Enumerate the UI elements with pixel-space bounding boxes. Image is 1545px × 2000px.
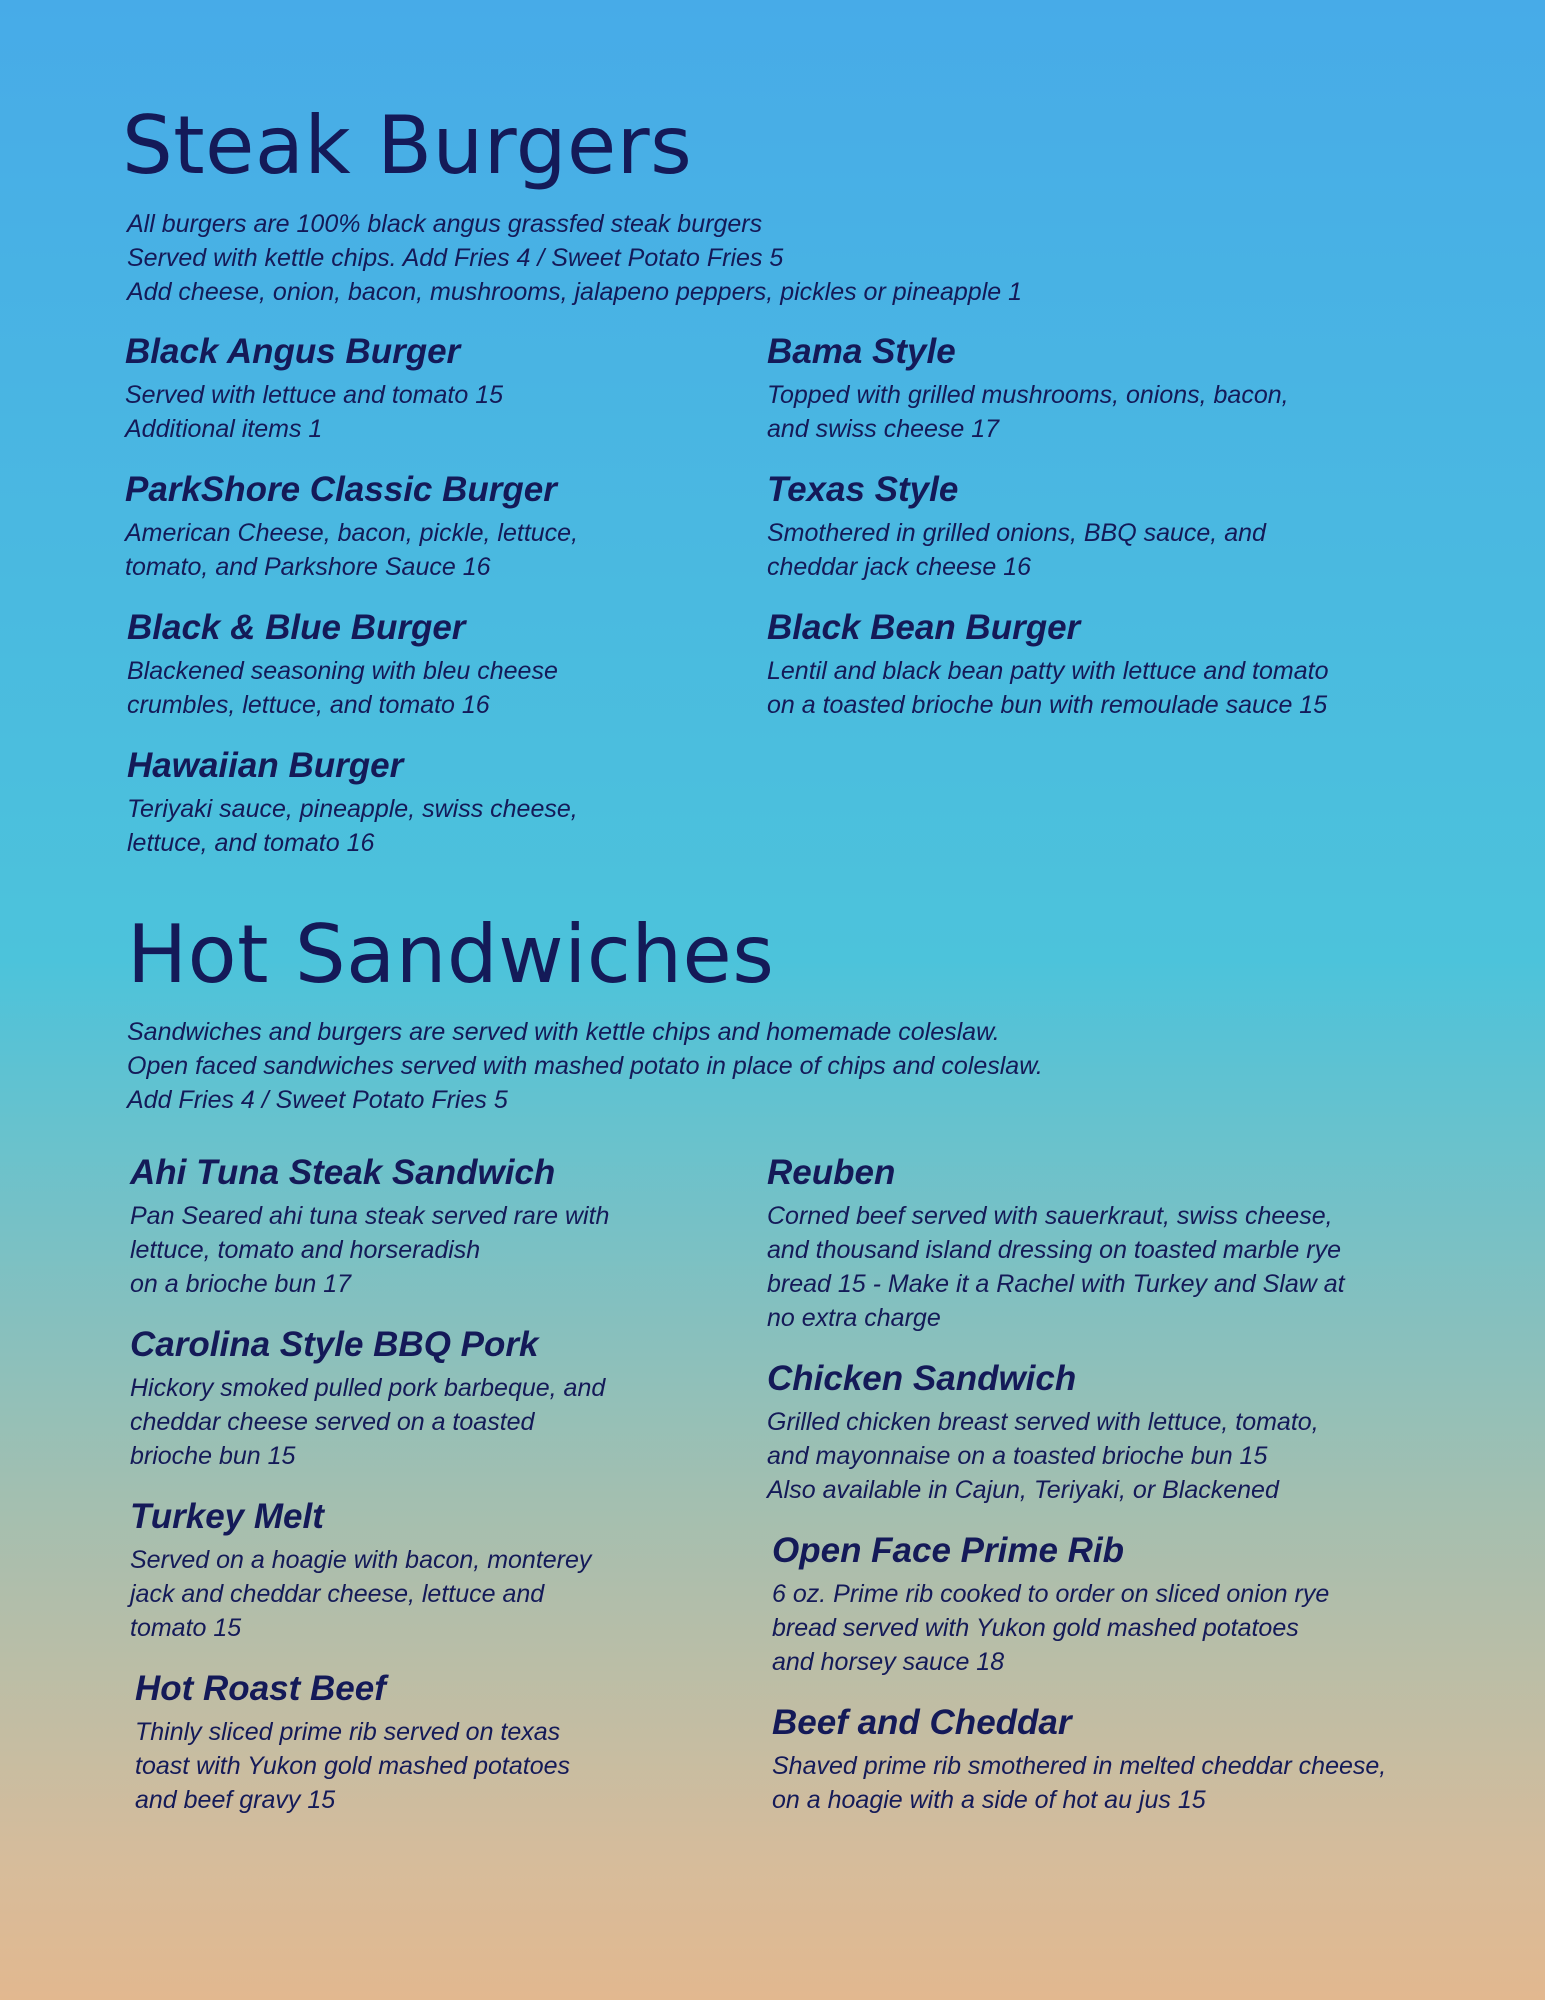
hot-sandwiches-intro — [127, 1015, 1043, 1117]
menu-item-black-and-blue-burger — [127, 607, 558, 722]
intro-line: Sandwiches and burgers are served with kettle chips and homemade coleslaw. — [127, 1018, 1000, 1046]
menu-item-parkshore-classic-burger — [125, 469, 578, 584]
item-name: Black Bean Burger — [767, 608, 1081, 647]
item-description: American Cheese, bacon, pickle, lettuce, — [125, 519, 579, 547]
item-name: Turkey Melt — [130, 1497, 324, 1536]
intro-line: Open faced sandwiches served with mashed potato in place of chips and coleslaw. — [127, 1052, 1043, 1080]
intro-line: Add Fries 4 / Sweet Potato Fries 5 — [127, 1086, 508, 1114]
item-description: lettuce, and tomato 16 — [127, 829, 375, 857]
item-description: and horsey sauce 18 — [772, 1648, 1005, 1676]
item-name: Hawaiian Burger — [127, 746, 404, 785]
menu-item-reuben — [767, 1152, 1345, 1335]
menu-item-turkey-melt — [130, 1496, 591, 1645]
item-name: Black & Blue Burger — [127, 608, 466, 647]
menu-item-bama-style — [767, 331, 1289, 446]
item-description: and thousand island dressing on toasted marble rye — [767, 1236, 1341, 1264]
item-description: Corned beef served with sauerkraut, swiss cheese, — [767, 1202, 1333, 1230]
item-description: Teriyaki sauce, pineapple, swiss cheese, — [127, 795, 578, 823]
item-name: Hot Roast Beef — [135, 1669, 386, 1708]
item-name: Beef and Cheddar — [772, 1703, 1072, 1742]
item-description: Shaved prime rib smothered in melted cheddar cheese, — [772, 1752, 1387, 1780]
item-description: on a hoagie with a side of hot au jus 15 — [772, 1786, 1206, 1814]
item-description: jack and cheddar cheese, lettuce and — [130, 1580, 545, 1608]
menu-item-hawaiian-burger — [127, 745, 578, 860]
item-description: Topped with grilled mushrooms, onions, bacon, — [767, 381, 1289, 409]
item-description: tomato, and Parkshore Sauce 16 — [125, 553, 491, 581]
item-description: and swiss cheese 17 — [767, 415, 1000, 443]
menu-item-beef-and-cheddar — [772, 1702, 1386, 1817]
menu-item-black-bean-burger — [767, 607, 1328, 722]
item-description: on a toasted brioche bun with remoulade sauce 15 — [767, 691, 1328, 719]
item-description: Served on a hoagie with bacon, monterey — [130, 1546, 592, 1574]
hot-sandwiches-title: Hot Sandwiches — [127, 908, 775, 1001]
intro-line: All burgers are 100% black angus grassfed steak burgers — [127, 210, 763, 238]
item-description: Smothered in grilled onions, BBQ sauce, and — [767, 519, 1266, 547]
item-description: toast with Yukon gold mashed potatoes — [135, 1752, 571, 1780]
item-description: Pan Seared ahi tuna steak served rare with — [130, 1202, 610, 1230]
item-description: Grilled chicken breast served with lettuce, tomato, — [767, 1408, 1319, 1436]
steak-burgers-intro — [127, 207, 1022, 309]
item-description: and mayonnaise on a toasted brioche bun 15 — [767, 1442, 1268, 1470]
item-description: and beef gravy 15 — [135, 1786, 336, 1814]
menu-item-texas-style — [767, 469, 1266, 584]
item-description: lettuce, tomato and horseradish — [130, 1236, 481, 1264]
intro-line: Served with kettle chips. Add Fries 4 / Sweet Potato Fries 5 — [127, 244, 784, 272]
item-description: bread served with Yukon gold mashed potatoes — [772, 1614, 1299, 1642]
item-description: crumbles, lettuce, and tomato 16 — [127, 691, 490, 719]
item-name: Ahi Tuna Steak Sandwich — [130, 1153, 556, 1192]
item-description: Hickory smoked pulled pork barbeque, and — [130, 1374, 606, 1402]
item-description: Blackened seasoning with bleu cheese — [127, 657, 558, 685]
item-description: Served with lettuce and tomato 15 — [125, 381, 504, 409]
item-name: Chicken Sandwich — [767, 1359, 1077, 1398]
item-name: Black Angus Burger — [125, 332, 461, 371]
item-description: Also available in Cajun, Teriyaki, or Blackened — [767, 1476, 1279, 1504]
item-description: tomato 15 — [130, 1614, 242, 1642]
item-description: cheddar cheese served on a toasted — [130, 1408, 535, 1436]
intro-line: Add cheese, onion, bacon, mushrooms, jalapeno peppers, pickles or pineapple 1 — [127, 278, 1023, 306]
item-description: brioche bun 15 — [130, 1442, 296, 1470]
item-name: Bama Style — [767, 332, 956, 371]
item-description: 6 oz. Prime rib cooked to order on sliced onion rye — [772, 1580, 1330, 1608]
item-name: Texas Style — [767, 470, 959, 509]
menu-item-open-face-prime-rib — [772, 1530, 1329, 1679]
item-description: bread 15 - Make it a Rachel with Turkey and Slaw at — [767, 1270, 1345, 1298]
menu-item-black-angus-burger — [125, 331, 503, 446]
item-description: no extra charge — [767, 1304, 941, 1332]
steak-burgers-title: Steak Burgers — [122, 99, 693, 192]
menu-item-hot-roast-beef — [135, 1668, 570, 1817]
item-name: Open Face Prime Rib — [772, 1531, 1125, 1570]
item-name: ParkShore Classic Burger — [125, 470, 557, 509]
item-name: Reuben — [767, 1153, 896, 1192]
item-description: Thinly sliced prime rib served on texas — [135, 1718, 561, 1746]
menu-item-carolina-style-bbq-pork — [130, 1324, 605, 1473]
item-description: Additional items 1 — [125, 415, 323, 443]
item-description: cheddar jack cheese 16 — [767, 553, 1032, 581]
menu-item-chicken-sandwich — [767, 1358, 1319, 1507]
item-description: Lentil and black bean patty with lettuce and tomato — [767, 657, 1329, 685]
menu-item-ahi-tuna-steak-sandwich — [130, 1152, 609, 1301]
item-name: Carolina Style BBQ Pork — [130, 1325, 539, 1364]
item-description: on a brioche bun 17 — [130, 1270, 352, 1298]
